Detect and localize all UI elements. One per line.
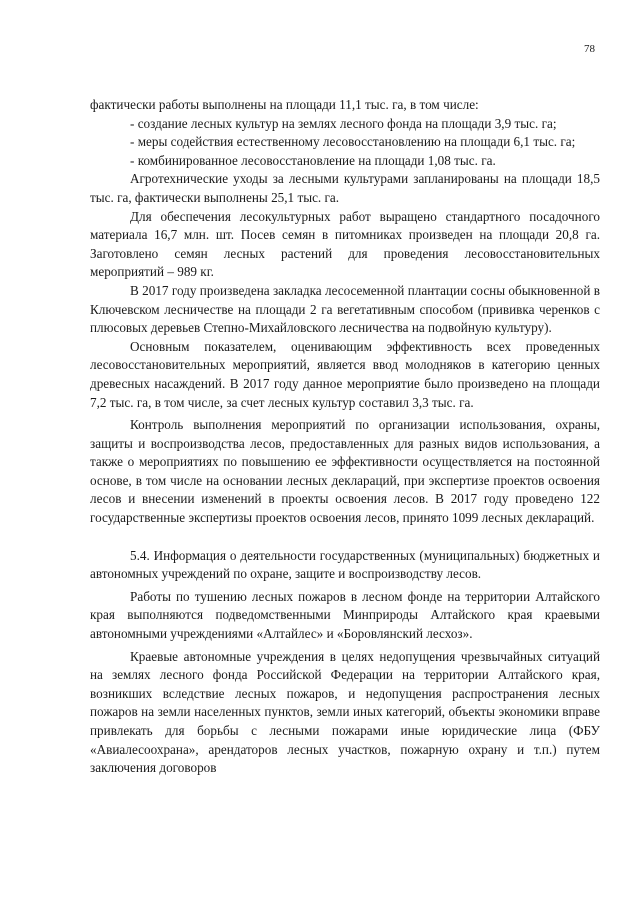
paragraph-autonomous-institutions: Краевые автономные учреждения в целях недопущения чрезвычайных ситуаций на землях лесного фонда Российской Федерации на территории Алтайского края, возникших вследствие лесных пожаров, и недопущения распространения лесных пожаров на земли населенных пунктов, земли иных категорий, объекты экономики вправе привлекать для борьбы с лесными пожарами иные юридические лица (ФБУ «Авиалесоохрана», арендаторов лесных участков, пожарную охрану и т.п.) путем заключения договоров xyxy=(90,648,600,776)
list-item-combined-regeneration: - комбинированное лесовосстановление на площади 1,08 тыс. га. xyxy=(130,152,496,168)
paragraph-agrotechnical-care: Агротехнические уходы за лесными культурами запланированы на площади 18,5 тыс. га, фактически выполнены 25,1 тыс. га. xyxy=(90,171,600,205)
paragraph-control: Контроль выполнения мероприятий по организации использования, охраны, защиты и воспроизводства лесов, предоставленных для разных видов использования, а также о мероприятиях по повышению ее эффективности осуществляется на постоянной основе, в том числе на основании лесных деклараций, при экспертизе проектов освоения лесов и внесении изменений в проекты освоения лесов. В 2017 году проведено 122 государственные экспертизы проектов освоения лесов, принято 1099 лесных деклараций. xyxy=(90,417,600,526)
paragraph-intro: фактически работы выполнены на площади 11,1 тыс. га, в том числе: xyxy=(90,97,479,112)
paragraph-seed-plantation: В 2017 году произведена закладка лесосеменной плантации сосны обыкновенной в Ключевском лесничестве на площади 2 га вегетативным способом (прививка черенков с плюсовых деревьев Степно-Михайловского лесничества на подвойную культуру). xyxy=(90,282,600,336)
paragraph-firefighting: Работы по тушению лесных пожаров в лесном фонде на территории Алтайского края выполняются подведомственными Минприроды Алтайского края краевыми автономными учреждениями «Алтайлес» и «Боровлянский лесхоз». xyxy=(90,588,600,642)
list-item-natural-regeneration: - меры содействия естественному лесовосстановлению на площади 6,1 тыс. га; xyxy=(130,134,576,150)
paragraph-planting-material: Для обеспечения лесокультурных работ выращено стандартного посадочного материала 16,7 млн. шт. Посев семян в питомниках произведен на площади 20,8 га. Заготовлено семян лесных растений для проведения лесовосстановительных мероприятий – 989 кг. xyxy=(90,208,600,280)
document-body xyxy=(90,96,600,778)
list-item-forest-cultures: - создание лесных культур на землях лесного фонда на площади 3,9 тыс. га; xyxy=(130,115,557,131)
paragraph-efficiency-indicator: Основным показателем, оценивающим эффективность всех проведенных лесовосстановительных мероприятий, является ввод молодняков в категорию ценных древесных насаждений. В 2017 году данное мероприятие было произведено на площади 7,2 тыс. га, в том числе, за счет лесных культур составил 3,3 тыс. га. xyxy=(90,338,600,410)
section-heading-5-4: 5.4. Информация о деятельности государственных (муниципальных) бюджетных и автономных учреждений по охране, защите и воспроизводству лесов. xyxy=(90,547,600,582)
page-number: 78 xyxy=(584,43,595,55)
